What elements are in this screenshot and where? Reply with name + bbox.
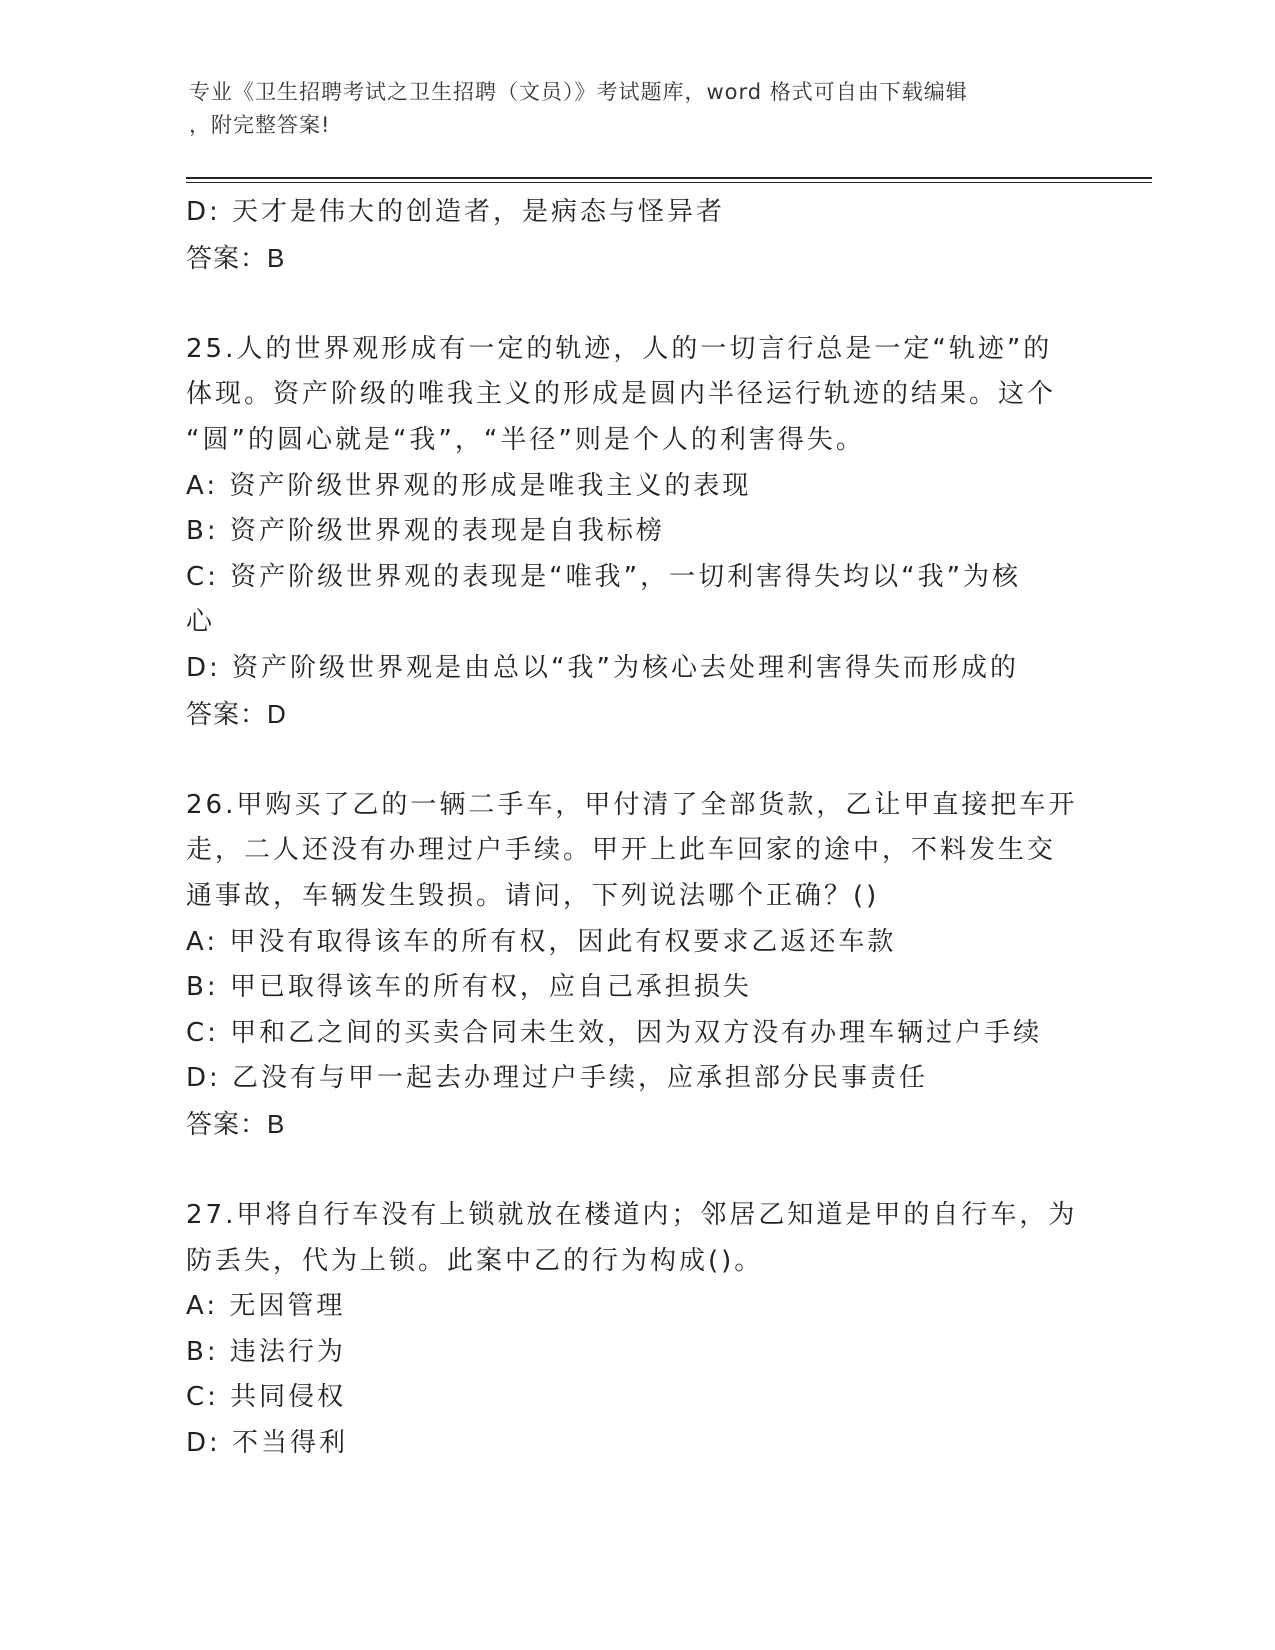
question-text-line: “圆”的圆心就是“我”，“半径”则是个人的利害得失。 [186,424,865,455]
spacer [186,281,1086,327]
header-line-2: ，附完整答案! [189,113,331,137]
prev-answer: 答案：B [186,242,286,273]
question-text-line: 26.甲购买了乙的一辆二手车，甲付清了全部货款，乙让甲直接把车开 [186,789,1078,820]
answer: 答案：B [186,1108,286,1139]
option-c-continued: 心 [186,607,216,638]
option-d: D: 资产阶级世界观是由总以“我”为核心去处理利害得失而形成的 [186,652,1019,683]
question-27 [186,1193,1086,1467]
option-b: B: 违法行为 [186,1336,346,1367]
option-c: C: 资产阶级世界观的表现是“唯我”，一切利害得失均以“我”为核 [186,561,1022,592]
question-text-line: 走，二人还没有办理过户手续。甲开上此车回家的途中，不料发生交 [186,835,1057,866]
option-c: C: 甲和乙之间的买卖合同未生效，因为双方没有办理车辆过户手续 [186,1017,1043,1048]
option-a: A: 资产阶级世界观的形成是唯我主义的表现 [186,470,752,501]
option-a: A: 甲没有取得该车的所有权，因此有权要求乙返还车款 [186,926,897,957]
option-b: B: 甲已取得该车的所有权，应自己承担损失 [186,972,752,1003]
option-b: B: 资产阶级世界观的表现是自我标榜 [186,516,665,547]
option-d: D: 不当得利 [186,1428,349,1459]
header-line-1: 专业《卫生招聘考试之卫生招聘（文员）》考试题库，word 格式可自由下载编辑 [189,80,968,104]
question-text-line: 通事故，车辆发生毁损。请问，下列说法哪个正确？() [186,880,880,911]
answer: 答案：D [186,698,287,729]
spacer [186,1147,1086,1193]
option-c: C: 共同侵权 [186,1382,347,1413]
question-text-line: 25.人的世界观形成有一定的轨迹，人的一切言行总是一定“轨迹”的 [186,333,1053,364]
prev-option-d: D: 天才是伟大的创造者，是病态与怪异者 [186,197,726,227]
question-text-line: 防丢失，代为上锁。此案中乙的行为构成()。 [186,1245,764,1276]
header-rule-thick [186,177,1152,179]
document-body [186,190,1086,1467]
question-text-line: 27.甲将自行车没有上锁就放在楼道内；邻居乙知道是甲的自行车，为 [186,1200,1078,1231]
option-d: D: 乙没有与甲一起去办理过户手续，应承担部分民事责任 [186,1063,929,1094]
question-text-line: 体现。资产阶级的唯我主义的形成是圆内半径运行轨迹的结果。这个 [186,379,1057,410]
spacer [186,737,1086,783]
header-rule-thin [186,182,1152,183]
document-header [189,76,1069,142]
question-25 [186,327,1086,737]
option-a: A: 无因管理 [186,1291,346,1322]
question-26 [186,783,1086,1148]
